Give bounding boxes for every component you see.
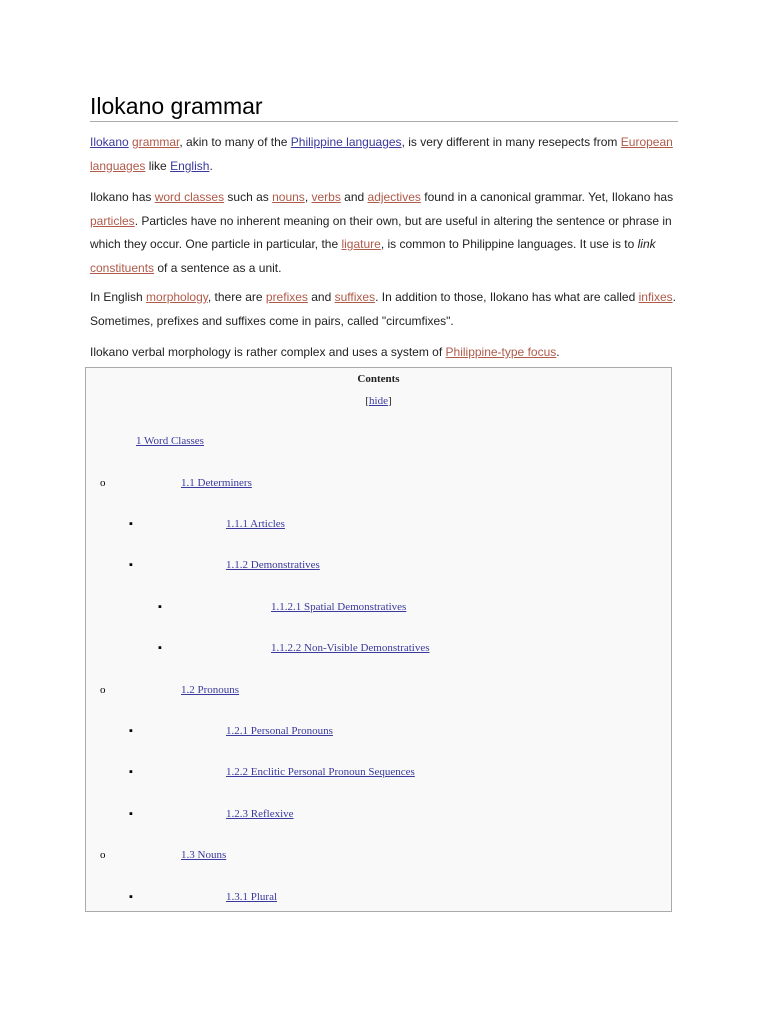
link-nouns[interactable]: nouns <box>272 190 305 204</box>
toc-bullet: ▪ <box>129 725 133 737</box>
link-english[interactable]: English <box>170 158 210 173</box>
toc-item-link[interactable]: 1.1.2.2 Non-Visible Demonstratives <box>271 642 430 654</box>
emphasis-link: link <box>637 237 656 251</box>
text: . Sometimes, prefixes and suffixes come in pairs, called "circumfixes". <box>90 290 676 328</box>
toc-hide-link[interactable]: hide <box>369 395 388 407</box>
toc-item-link[interactable]: 1.1.1 Articles <box>226 518 285 530</box>
toc-item <box>181 477 252 489</box>
link-grammar[interactable]: grammar <box>132 135 180 149</box>
page-title: Ilokano grammar <box>90 92 678 122</box>
link-suffixes[interactable]: suffixes <box>334 290 376 304</box>
word-classes-paragraph <box>90 186 680 280</box>
link-word-classes[interactable]: word classes <box>154 190 225 204</box>
link-adjectives[interactable]: adjectives <box>367 190 421 204</box>
toc-item <box>181 849 226 861</box>
toc-bullet: ▪ <box>158 642 162 654</box>
text: Ilokano has <box>90 190 155 204</box>
text: , is very different in many resepects from <box>401 135 621 149</box>
text: found in a canonical grammar. Yet, Ilokano has <box>420 190 674 204</box>
link-infixes[interactable]: infixes <box>638 290 673 304</box>
toc-item <box>226 518 285 530</box>
toc-item-link[interactable]: 1.1 Determiners <box>181 477 252 489</box>
text: of a sentence as a unit. <box>154 260 282 275</box>
text: like <box>145 158 171 173</box>
toc-item-link[interactable]: 1.2.3 Reflexive <box>226 808 294 820</box>
toc-item-link[interactable]: 1.2.1 Personal Pronouns <box>226 725 333 737</box>
link-morphology[interactable]: morphology <box>146 290 208 304</box>
toc-item <box>226 725 333 737</box>
toc-item-link[interactable]: 1 Word Classes <box>136 435 204 447</box>
toc-item <box>226 559 320 571</box>
toc-bullet: ▪ <box>129 559 133 571</box>
text: . Particles have no inherent meaning on their own, but are useful in altering the sentence or phrase in which they occur. One particle in particular, the <box>90 213 672 251</box>
link-philippine-type-focus[interactable]: Philippine-type focus <box>445 345 557 359</box>
link-constituents[interactable]: constituents <box>90 260 155 275</box>
text: and <box>307 290 335 304</box>
text: , <box>304 190 312 204</box>
toc-item-link[interactable]: 1.2.2 Enclitic Personal Pronoun Sequences <box>226 766 415 778</box>
toc-bullet: ▪ <box>158 601 162 613</box>
toc-bullet: ▪ <box>129 518 133 530</box>
toc-bullet: o <box>100 477 106 489</box>
toc-item-link[interactable]: 1.1.2.1 Spatial Demonstratives <box>271 601 407 613</box>
link-ligature[interactable]: ligature <box>341 237 381 251</box>
table-of-contents <box>85 367 672 912</box>
text: . <box>209 158 213 173</box>
link-particles[interactable]: particles <box>90 213 135 228</box>
toc-item <box>226 766 415 778</box>
link-european-languages[interactable]: European languages <box>90 135 673 173</box>
focus-paragraph <box>90 341 680 365</box>
toc-item <box>271 642 430 654</box>
toc-bullet: o <box>100 684 106 696</box>
link-philippine-languages[interactable]: Philippine languages <box>290 135 402 149</box>
bracket: ] <box>387 395 392 407</box>
toc-hide-control <box>86 395 671 407</box>
toc-item-link[interactable]: 1.3 Nouns <box>181 849 227 861</box>
toc-bullet: ▪ <box>129 766 133 778</box>
bracket: [ <box>365 395 370 407</box>
link-prefixes[interactable]: prefixes <box>265 290 308 304</box>
text: and <box>340 190 368 204</box>
morphology-paragraph <box>90 286 680 333</box>
text: such as <box>224 190 273 204</box>
text: , akin to many of the <box>179 135 291 149</box>
toc-item <box>226 891 277 903</box>
intro-paragraph <box>90 131 680 178</box>
toc-item <box>271 601 406 613</box>
text: In English <box>90 290 147 304</box>
text: , is common to Philippine languages. It use is to <box>380 237 638 251</box>
text: Ilokano verbal morphology is rather complex and uses a system of <box>90 345 446 359</box>
toc-bullet: ▪ <box>129 808 133 820</box>
text: . <box>556 345 560 359</box>
toc-bullet: o <box>100 849 106 861</box>
toc-item-link[interactable]: 1.3.1 Plural <box>226 891 278 903</box>
text: , there are <box>207 290 266 304</box>
toc-item <box>181 684 239 696</box>
toc-item-link[interactable]: 1.1.2 Demonstratives <box>226 559 320 571</box>
toc-title: Contents <box>357 373 400 385</box>
link-verbs[interactable]: verbs <box>311 190 341 204</box>
text: . In addition to those, Ilokano has what are called <box>375 290 639 304</box>
toc-item-link[interactable]: 1.2 Pronouns <box>181 684 240 696</box>
toc-item <box>136 435 204 447</box>
toc-item <box>226 808 294 820</box>
link-ilokano[interactable]: Ilokano <box>90 135 129 149</box>
toc-bullet: ▪ <box>129 891 133 903</box>
